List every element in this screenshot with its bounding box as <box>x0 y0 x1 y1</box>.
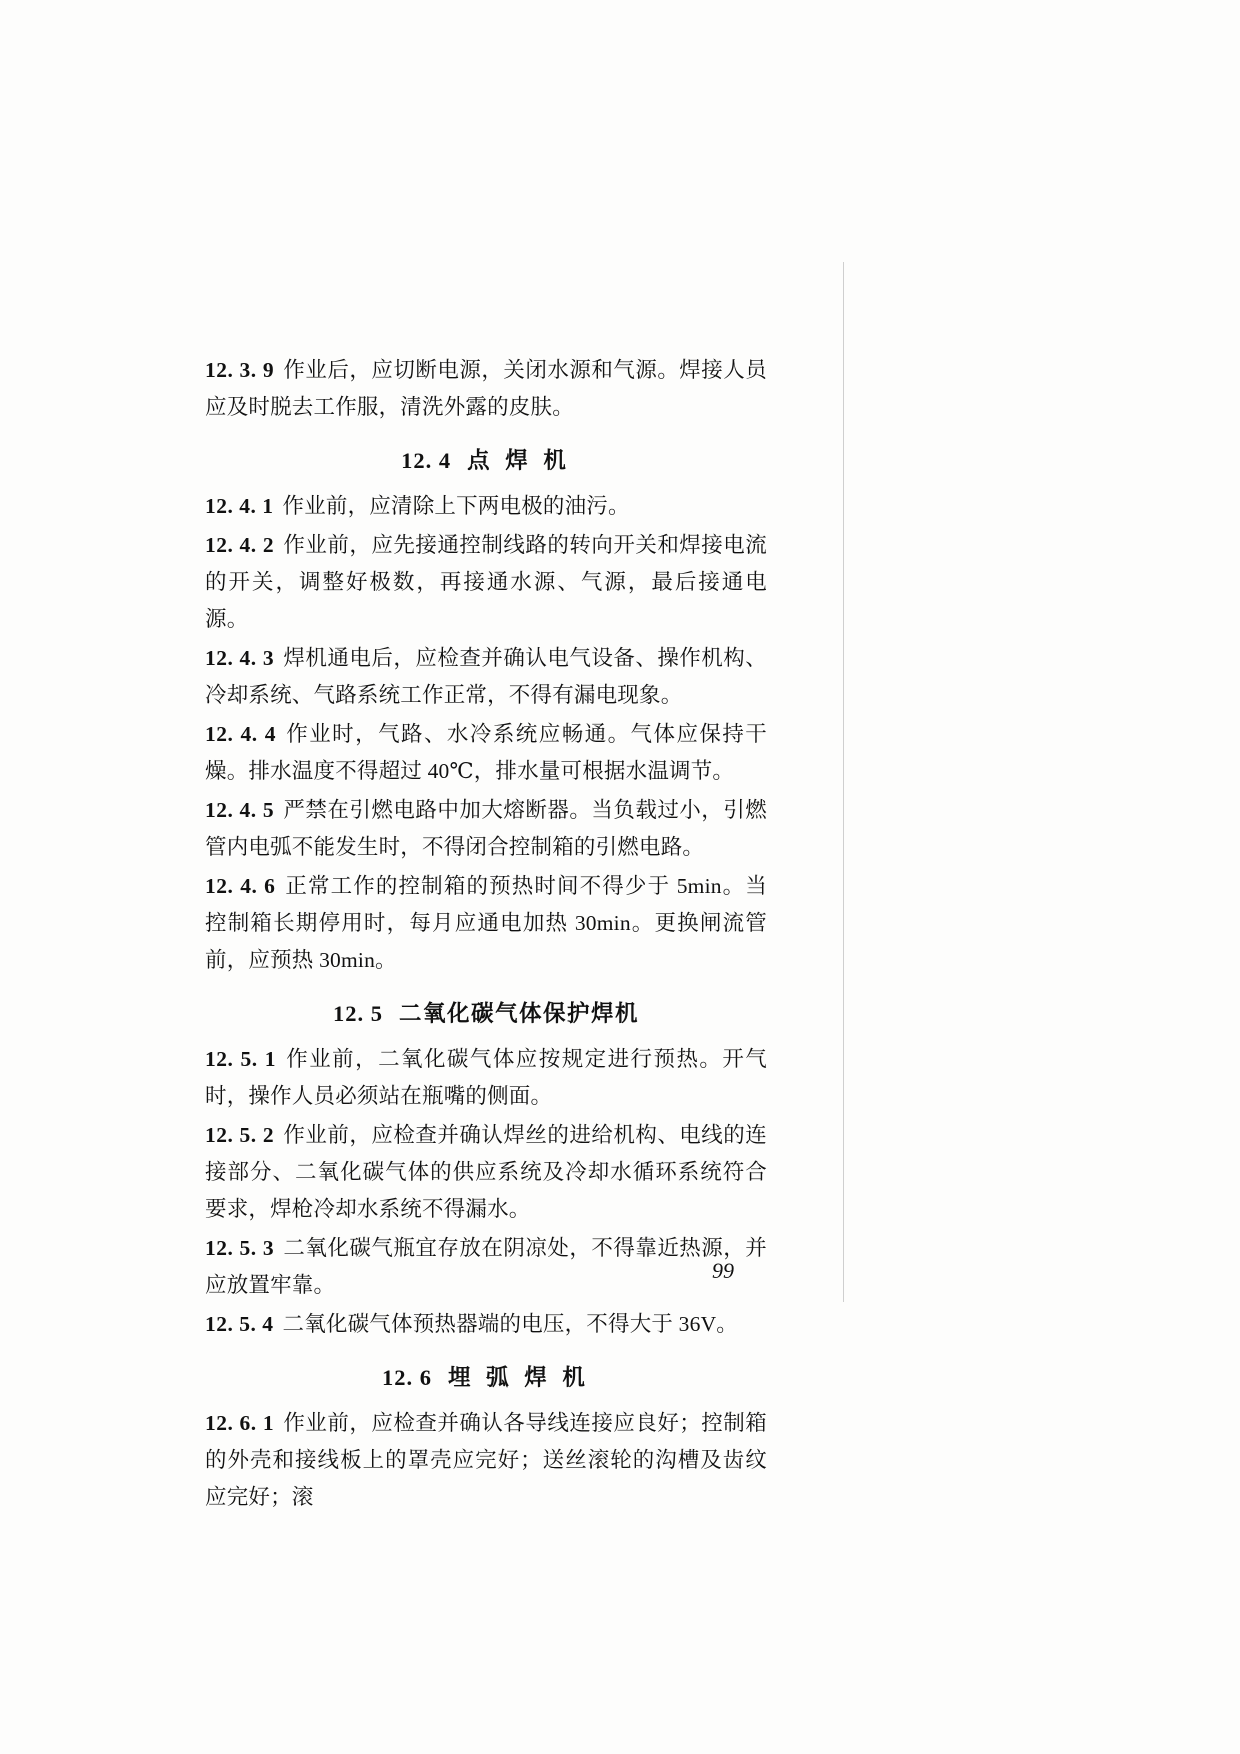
clause-number: 12. 4. 2 <box>205 533 275 557</box>
clause-text: 正常工作的控制箱的预热时间不得少于 5min。当控制箱长期停用时，每月应通电加热 30min。更换闸流管前，应预热 30min。 <box>205 874 768 972</box>
section-title: 埋 弧 焊 机 <box>448 1365 590 1390</box>
clause-12-5-2 <box>205 1117 767 1228</box>
clause-text: 作业前，应检查并确认各导线连接应良好；控制箱的外壳和接线板上的罩壳应完好；送丝滚轮的沟槽及齿纹应完好；滚 <box>205 1411 767 1509</box>
clause-12-5-4 <box>205 1306 767 1343</box>
clause-text: 作业时，气路、水冷系统应畅通。气体应保持干燥。排水温度不得超过 40℃，排水量可根据水温调节。 <box>205 722 768 783</box>
clause-12-5-3 <box>205 1230 767 1304</box>
clause-number: 12. 6. 1 <box>205 1411 275 1435</box>
section-heading-12-5 <box>205 996 767 1028</box>
clause-number: 12. 5. 2 <box>205 1123 275 1147</box>
clause-text: 二氧化碳气体预热器端的电压，不得大于 36V。 <box>282 1312 739 1336</box>
clause-text: 严禁在引燃电路中加大熔断器。当负载过小，引燃管内电弧不能发生时，不得闭合控制箱的引燃电路。 <box>205 798 767 859</box>
clause-number: 12. 3. 9 <box>205 358 275 382</box>
section-number: 12. 5 <box>332 1001 383 1026</box>
clause-12-5-1 <box>205 1041 767 1115</box>
clause-number: 12. 4. 5 <box>205 798 275 822</box>
clause-text: 焊机通电后，应检查并确认电气设备、操作机构、冷却系统、气路系统工作正常，不得有漏电现象。 <box>205 646 767 707</box>
clause-number: 12. 5. 3 <box>205 1236 275 1260</box>
clause-12-4-4 <box>205 716 767 790</box>
section-title: 点 焊 机 <box>467 448 571 473</box>
page-body <box>205 352 767 1518</box>
page-top-margin <box>0 0 1240 330</box>
clause-number: 12. 4. 3 <box>205 646 275 670</box>
section-heading-12-4 <box>205 443 767 475</box>
clause-12-4-1 <box>205 488 767 525</box>
clause-number: 12. 4. 4 <box>205 722 277 746</box>
clause-text: 作业前，应清除上下两电极的油污。 <box>282 494 630 518</box>
clause-number: 12. 5. 4 <box>205 1312 274 1336</box>
clause-number: 12. 4. 6 <box>205 874 276 898</box>
clause-12-3-9 <box>205 352 767 426</box>
section-title: 二氧化碳气体保护焊机 <box>398 1001 639 1026</box>
clause-text: 作业后，应切断电源，关闭水源和气源。焊接人员应及时脱去工作服，清洗外露的皮肤。 <box>205 358 767 419</box>
clause-number: 12. 5. 1 <box>205 1047 277 1071</box>
clause-12-4-5 <box>205 792 767 866</box>
section-heading-12-6 <box>205 1360 767 1392</box>
clause-text: 作业前，应检查并确认焊丝的进给机构、电线的连接部分、二氧化碳气体的供应系统及冷却水循环系统符合要求，焊枪冷却水系统不得漏水。 <box>205 1123 767 1221</box>
page-number: 99 <box>712 1258 734 1283</box>
clause-text: 二氧化碳气瓶宜存放在阴凉处，不得靠近热源，并应放置牢靠。 <box>205 1236 767 1297</box>
clause-12-4-2 <box>205 527 767 638</box>
clause-text: 作业前，应先接通控制线路的转向开关和焊接电流的开关，调整好极数，再接通水源、气源，最后接通电源。 <box>205 533 767 631</box>
section-number: 12. 4 <box>401 448 452 473</box>
clause-12-4-6 <box>205 868 767 979</box>
clause-12-6-1 <box>205 1405 767 1516</box>
scan-edge-line <box>843 262 844 1302</box>
clause-text: 作业前，二氧化碳气体应按规定进行预热。开气时，操作人员必须站在瓶嘴的侧面。 <box>205 1047 768 1108</box>
clause-12-4-3 <box>205 640 767 714</box>
clause-number: 12. 4. 1 <box>205 494 274 518</box>
section-number: 12. 6 <box>382 1365 433 1390</box>
